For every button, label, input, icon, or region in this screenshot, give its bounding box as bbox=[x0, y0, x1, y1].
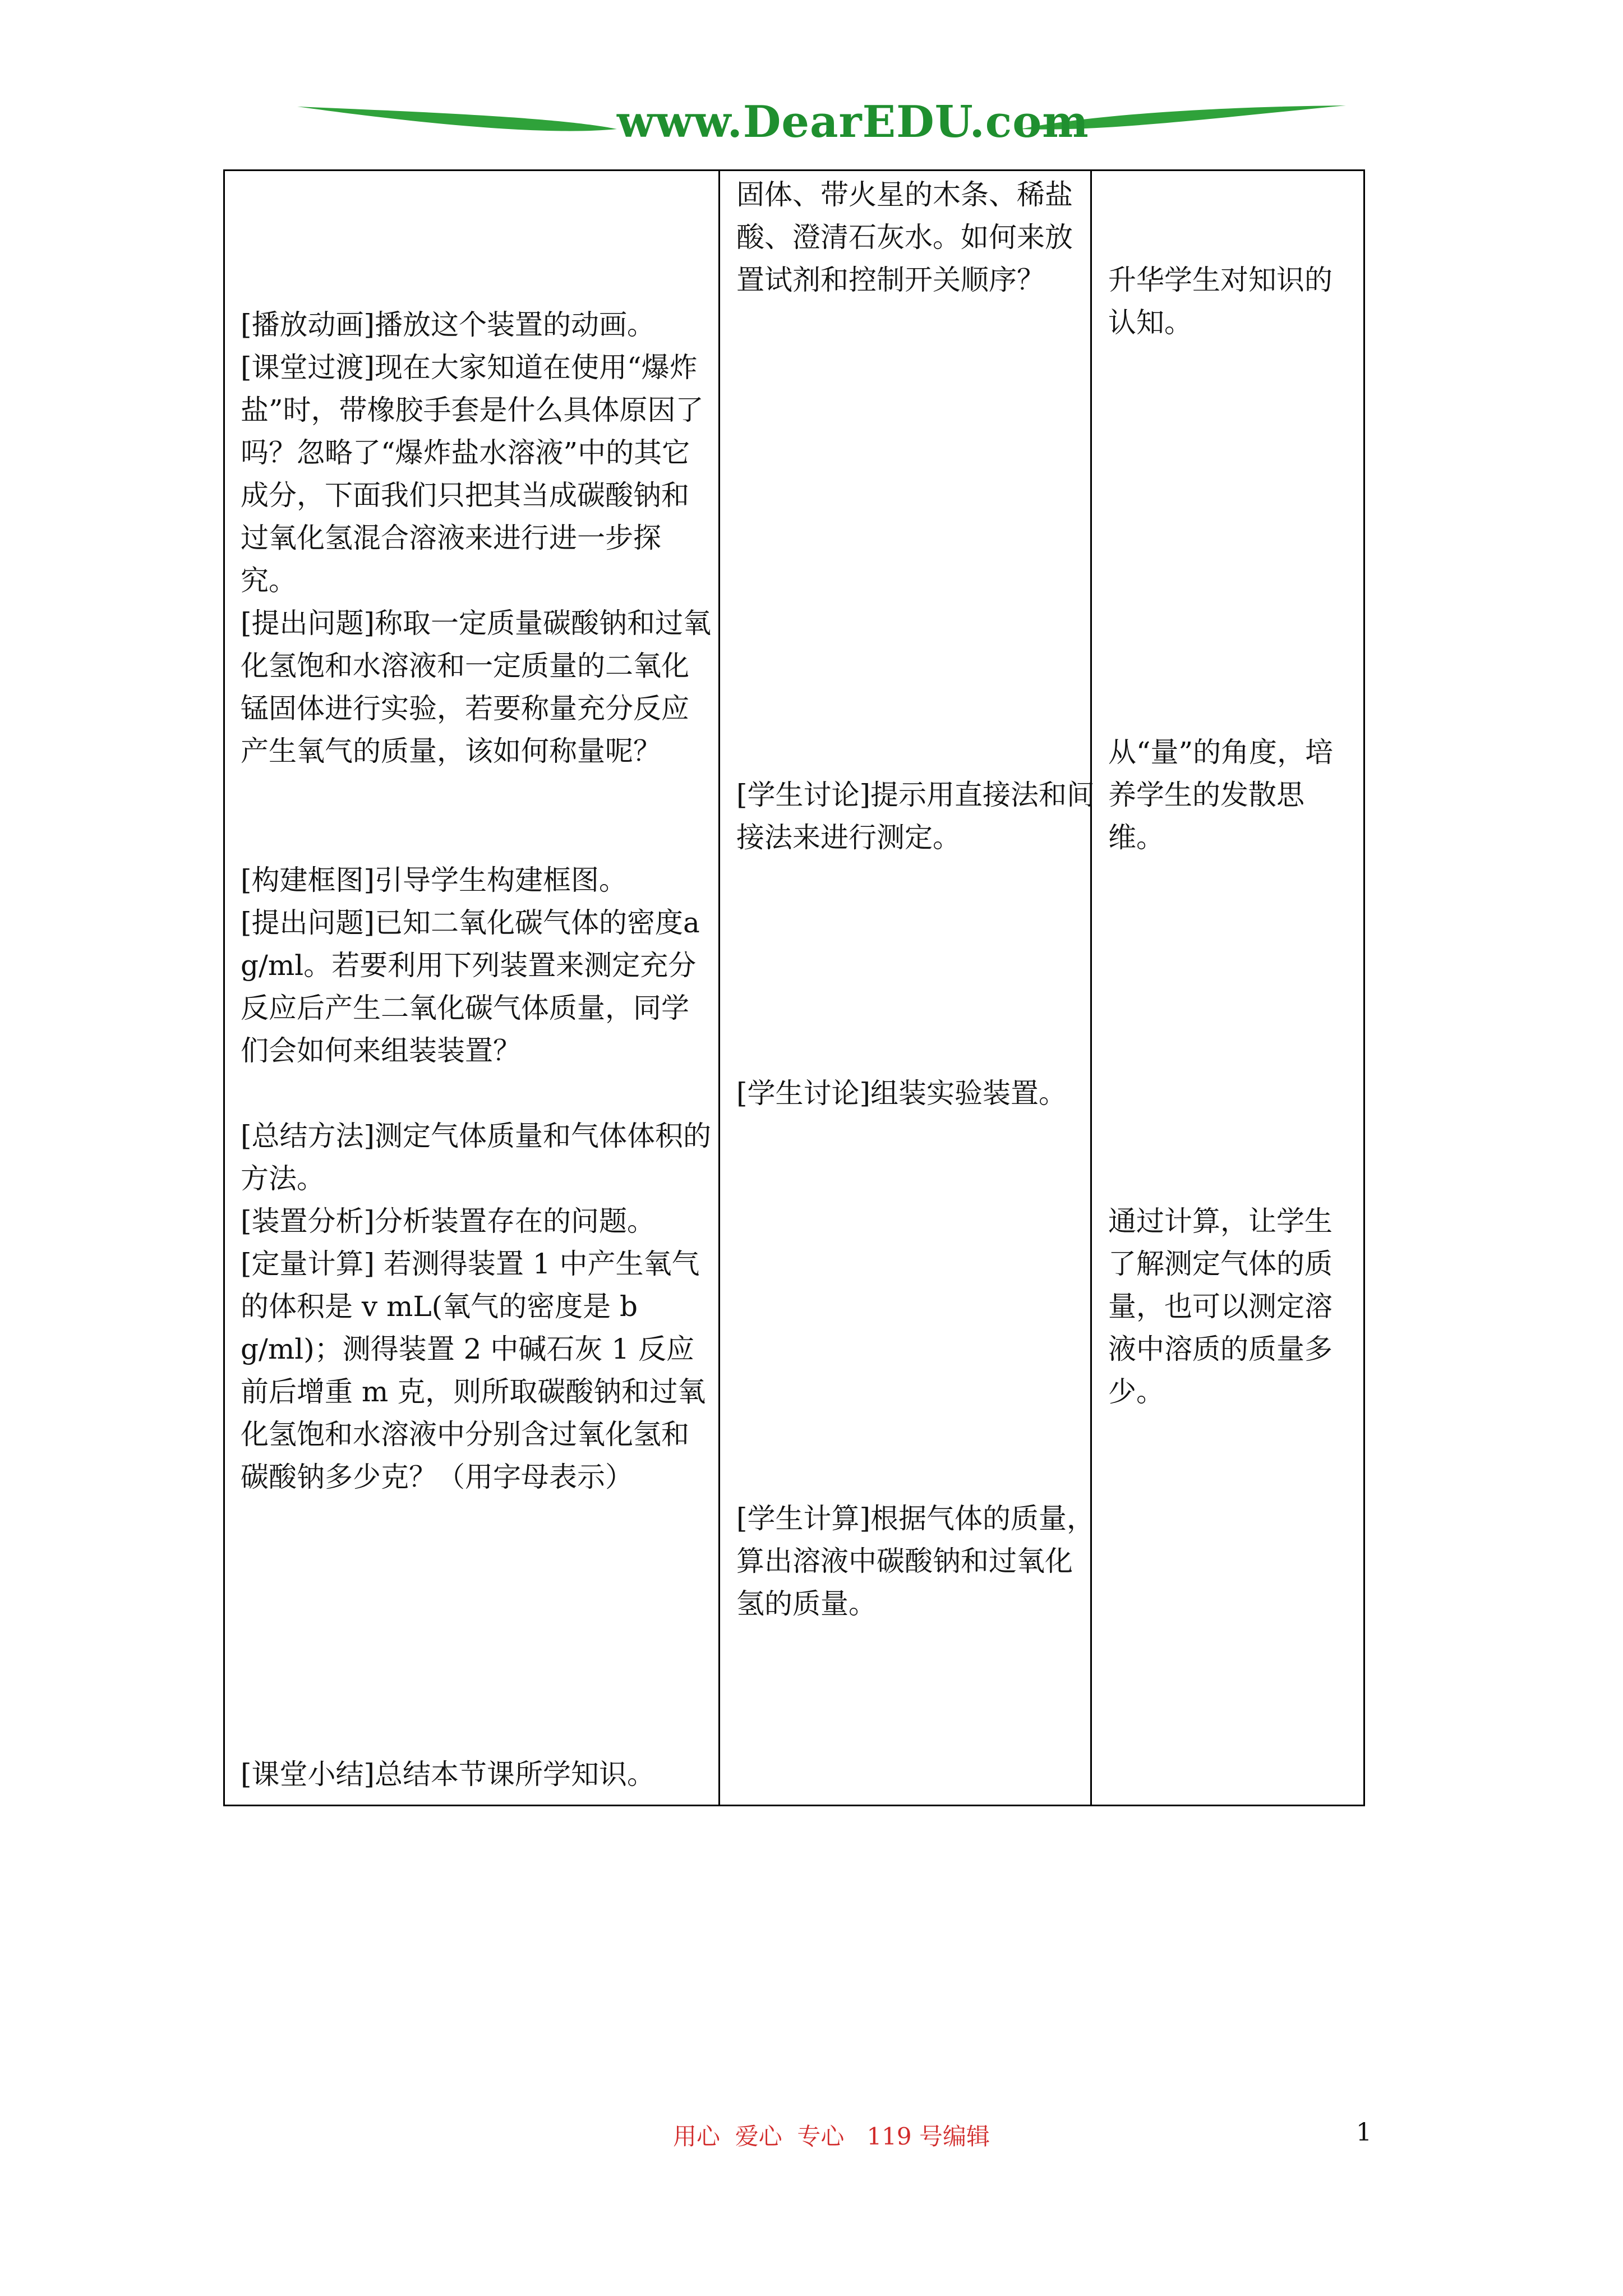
design-intent: 通过计算，让学生了解测定气体的质量，也可以测定溶液中溶质的质量多少。 bbox=[1108, 1205, 1332, 1408]
student-activity: [学生讨论]组装实验装置。 bbox=[736, 1077, 1067, 1110]
teacher-activity: [定量计算] 若测得装置 1 中产生氧气的体积是 v mL(氧气的密度是 b g/ml)；测得装置 2 中碱石灰 1 反应前后增重 m 克，则所取碳酸钠和过氧化氢饱和水溶液中分别含过氧化氢和碳酸钠多少克？（用字母表示） bbox=[241, 1248, 706, 1493]
student-activity: 固体、带火星的木条、稀盐酸、澄清石灰水。如何来放置试剂和控制开关顺序？ bbox=[736, 178, 1073, 296]
page-number: 1 bbox=[1356, 2118, 1372, 2147]
footer-text: 用心 爱心 专心 119 号编辑 bbox=[673, 2123, 990, 2150]
teacher-activity: [提出问题]称取一定质量碳酸钠和过氧化氢饱和水溶液和一定质量的二氧化锰固体进行实验，若要称量充分反应产生氧气的质量，该如何称量呢？ bbox=[241, 607, 712, 767]
teacher-activity: [课堂过渡]现在大家知道在使用“爆炸盐”时，带橡胶手套是什么具体原因了吗？忽略了“爆炸盐水溶液”中的其它成分，下面我们只把其当成碳酸钠和过氧化氢混合溶液来进行进一步探究。 bbox=[241, 351, 704, 597]
site-header-logo bbox=[292, 90, 1346, 163]
column-divider bbox=[718, 171, 720, 1805]
teacher-activity: [课堂小结]总结本节课所学知识。 bbox=[241, 1758, 656, 1791]
design-intent: 升华学生对知识的认知。 bbox=[1108, 264, 1332, 339]
design-intent: 从“量”的角度，培养学生的发散思维。 bbox=[1108, 736, 1334, 854]
site-logo-text: www.DearEDU.com bbox=[617, 96, 1089, 148]
student-activity: [学生讨论]提示用直接法和间接法来进行测定。 bbox=[736, 779, 1095, 854]
teacher-activity: [装置分析]分析装置存在的问题。 bbox=[241, 1205, 656, 1237]
lesson-table bbox=[223, 169, 1365, 1806]
student-activity: [学生计算]根据气体的质量，算出溶液中碳酸钠和过氧化氢的质量。 bbox=[736, 1502, 1095, 1620]
teacher-activity: [提出问题]已知二氧化碳气体的密度a g/ml。若要利用下列装置来测定充分反应后产生二氧化碳气体质量，同学们会如何来组装装置？ bbox=[241, 907, 700, 1067]
teacher-activity: [构建框图]引导学生构建框图。 bbox=[241, 864, 628, 896]
teacher-activity: [播放动画]播放这个装置的动画。 bbox=[241, 309, 656, 341]
teacher-activity: [总结方法]测定气体质量和气体体积的方法。 bbox=[241, 1120, 712, 1195]
